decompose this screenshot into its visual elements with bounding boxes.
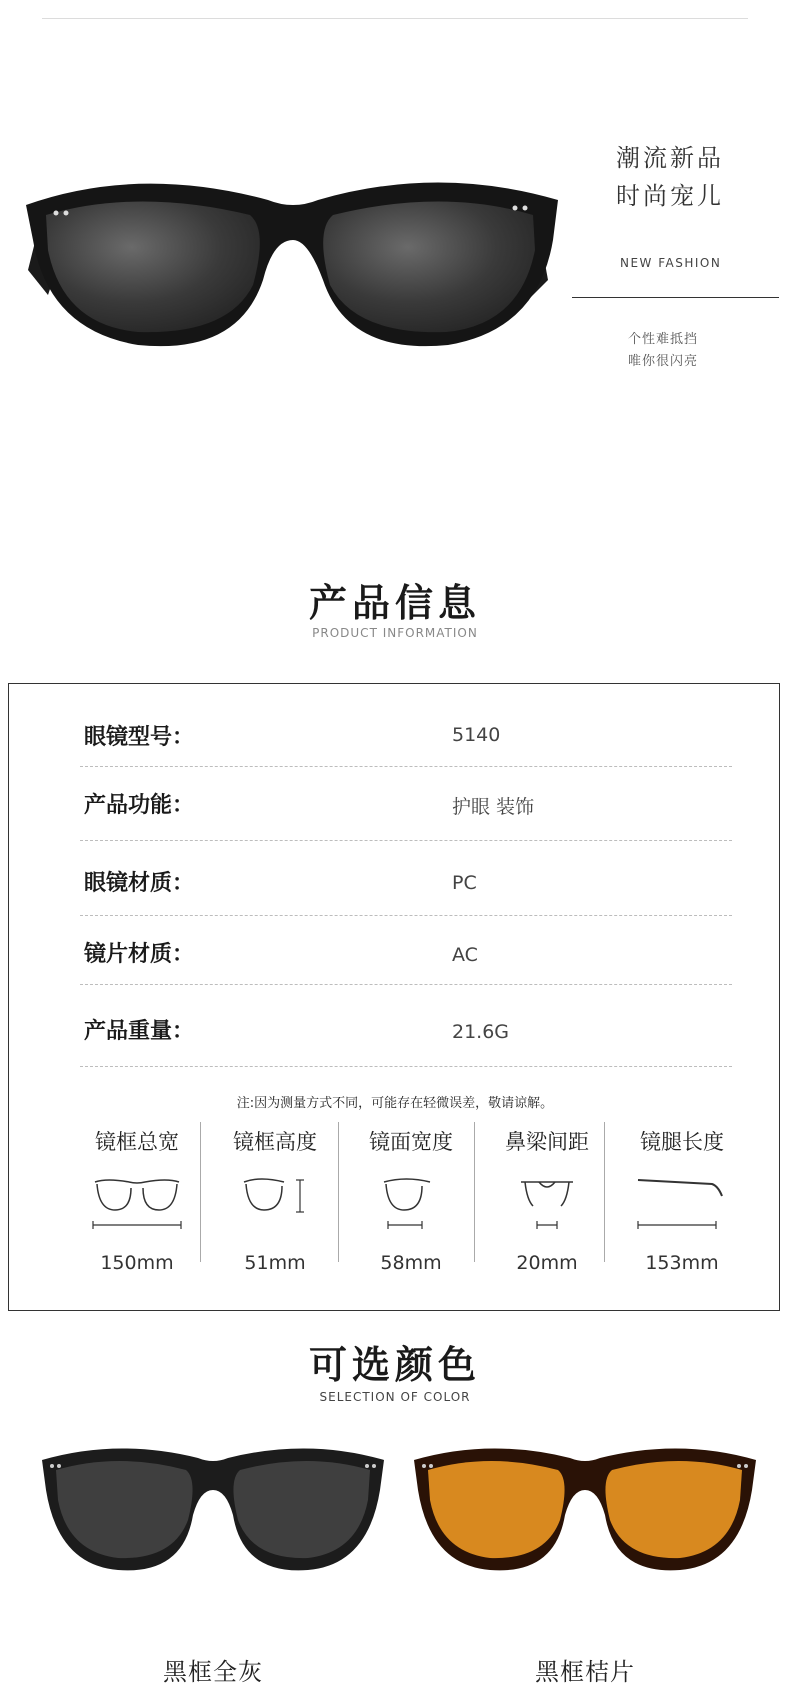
color-option-gray-image[interactable] xyxy=(38,1440,388,1580)
row-divider xyxy=(80,984,732,985)
dimension-lens-width xyxy=(346,1120,476,1274)
product-info-title: 产品信息 xyxy=(308,581,481,625)
color-option-orange-image[interactable] xyxy=(410,1440,760,1580)
info-row-value: PC xyxy=(452,872,477,894)
top-divider xyxy=(42,18,748,19)
product-info-subtitle: PRODUCT INFORMATION xyxy=(312,626,478,640)
dimension-bridge-width xyxy=(482,1120,612,1274)
info-row-value: 5140 xyxy=(452,724,501,746)
dimension-value: 153mm xyxy=(645,1252,719,1274)
row-divider xyxy=(80,915,732,916)
dimension-frame-height xyxy=(210,1120,340,1274)
frame-width-icon xyxy=(87,1170,187,1230)
info-row-label: 眼镜材质： xyxy=(84,871,195,896)
info-row-label: 镜片材质： xyxy=(84,942,195,967)
info-row-value: 护眼 装饰 xyxy=(452,796,535,818)
dimension-title: 镜腿长度 xyxy=(640,1130,724,1154)
colors-title: 可选颜色 xyxy=(308,1343,481,1387)
info-row-value: 21.6G xyxy=(452,1021,510,1043)
dimension-title: 鼻梁间距 xyxy=(505,1130,589,1154)
dimension-value: 58mm xyxy=(380,1252,442,1274)
tagline-line-2: 唯你很闪亮 xyxy=(628,354,699,369)
row-divider xyxy=(80,766,732,767)
hero-divider xyxy=(572,297,779,298)
dimension-title: 镜框总宽 xyxy=(95,1130,179,1154)
new-fashion-subtitle: NEW FASHION xyxy=(620,256,722,270)
dimension-value: 51mm xyxy=(244,1252,306,1274)
column-divider xyxy=(474,1122,475,1262)
column-divider xyxy=(200,1122,201,1262)
temple-length-icon xyxy=(632,1170,732,1230)
slogan-line-2: 时尚宠儿 xyxy=(616,182,724,210)
lens-width-icon xyxy=(376,1170,446,1230)
color-option-label: 黑框全灰 xyxy=(163,1658,263,1686)
column-divider xyxy=(338,1122,339,1262)
row-divider xyxy=(80,840,732,841)
dimension-title: 镜面宽度 xyxy=(369,1130,453,1154)
frame-height-icon xyxy=(240,1170,310,1230)
info-row-label: 眼镜型号： xyxy=(84,725,195,750)
dimension-title: 镜框高度 xyxy=(233,1130,317,1154)
dimension-frame-width xyxy=(72,1120,202,1274)
tagline-line-1: 个性难抵挡 xyxy=(628,332,699,347)
slogan-line-1: 潮流新品 xyxy=(616,144,724,172)
colors-subtitle: SELECTION OF COLOR xyxy=(319,1390,471,1404)
dimension-value: 20mm xyxy=(516,1252,578,1274)
bridge-width-icon xyxy=(517,1170,577,1230)
color-option-label: 黑框桔片 xyxy=(535,1658,635,1686)
row-divider xyxy=(80,1066,732,1067)
dimension-temple-length xyxy=(612,1120,752,1274)
dimension-value: 150mm xyxy=(100,1252,174,1274)
hero-sunglasses-image xyxy=(18,170,563,380)
measurement-note: 注:因为测量方式不同，可能存在轻微误差，敬请谅解。 xyxy=(236,1096,554,1111)
info-row-label: 产品功能： xyxy=(84,793,195,818)
info-row-label: 产品重量： xyxy=(84,1019,195,1044)
column-divider xyxy=(604,1122,605,1262)
info-row-value: AC xyxy=(452,944,478,966)
